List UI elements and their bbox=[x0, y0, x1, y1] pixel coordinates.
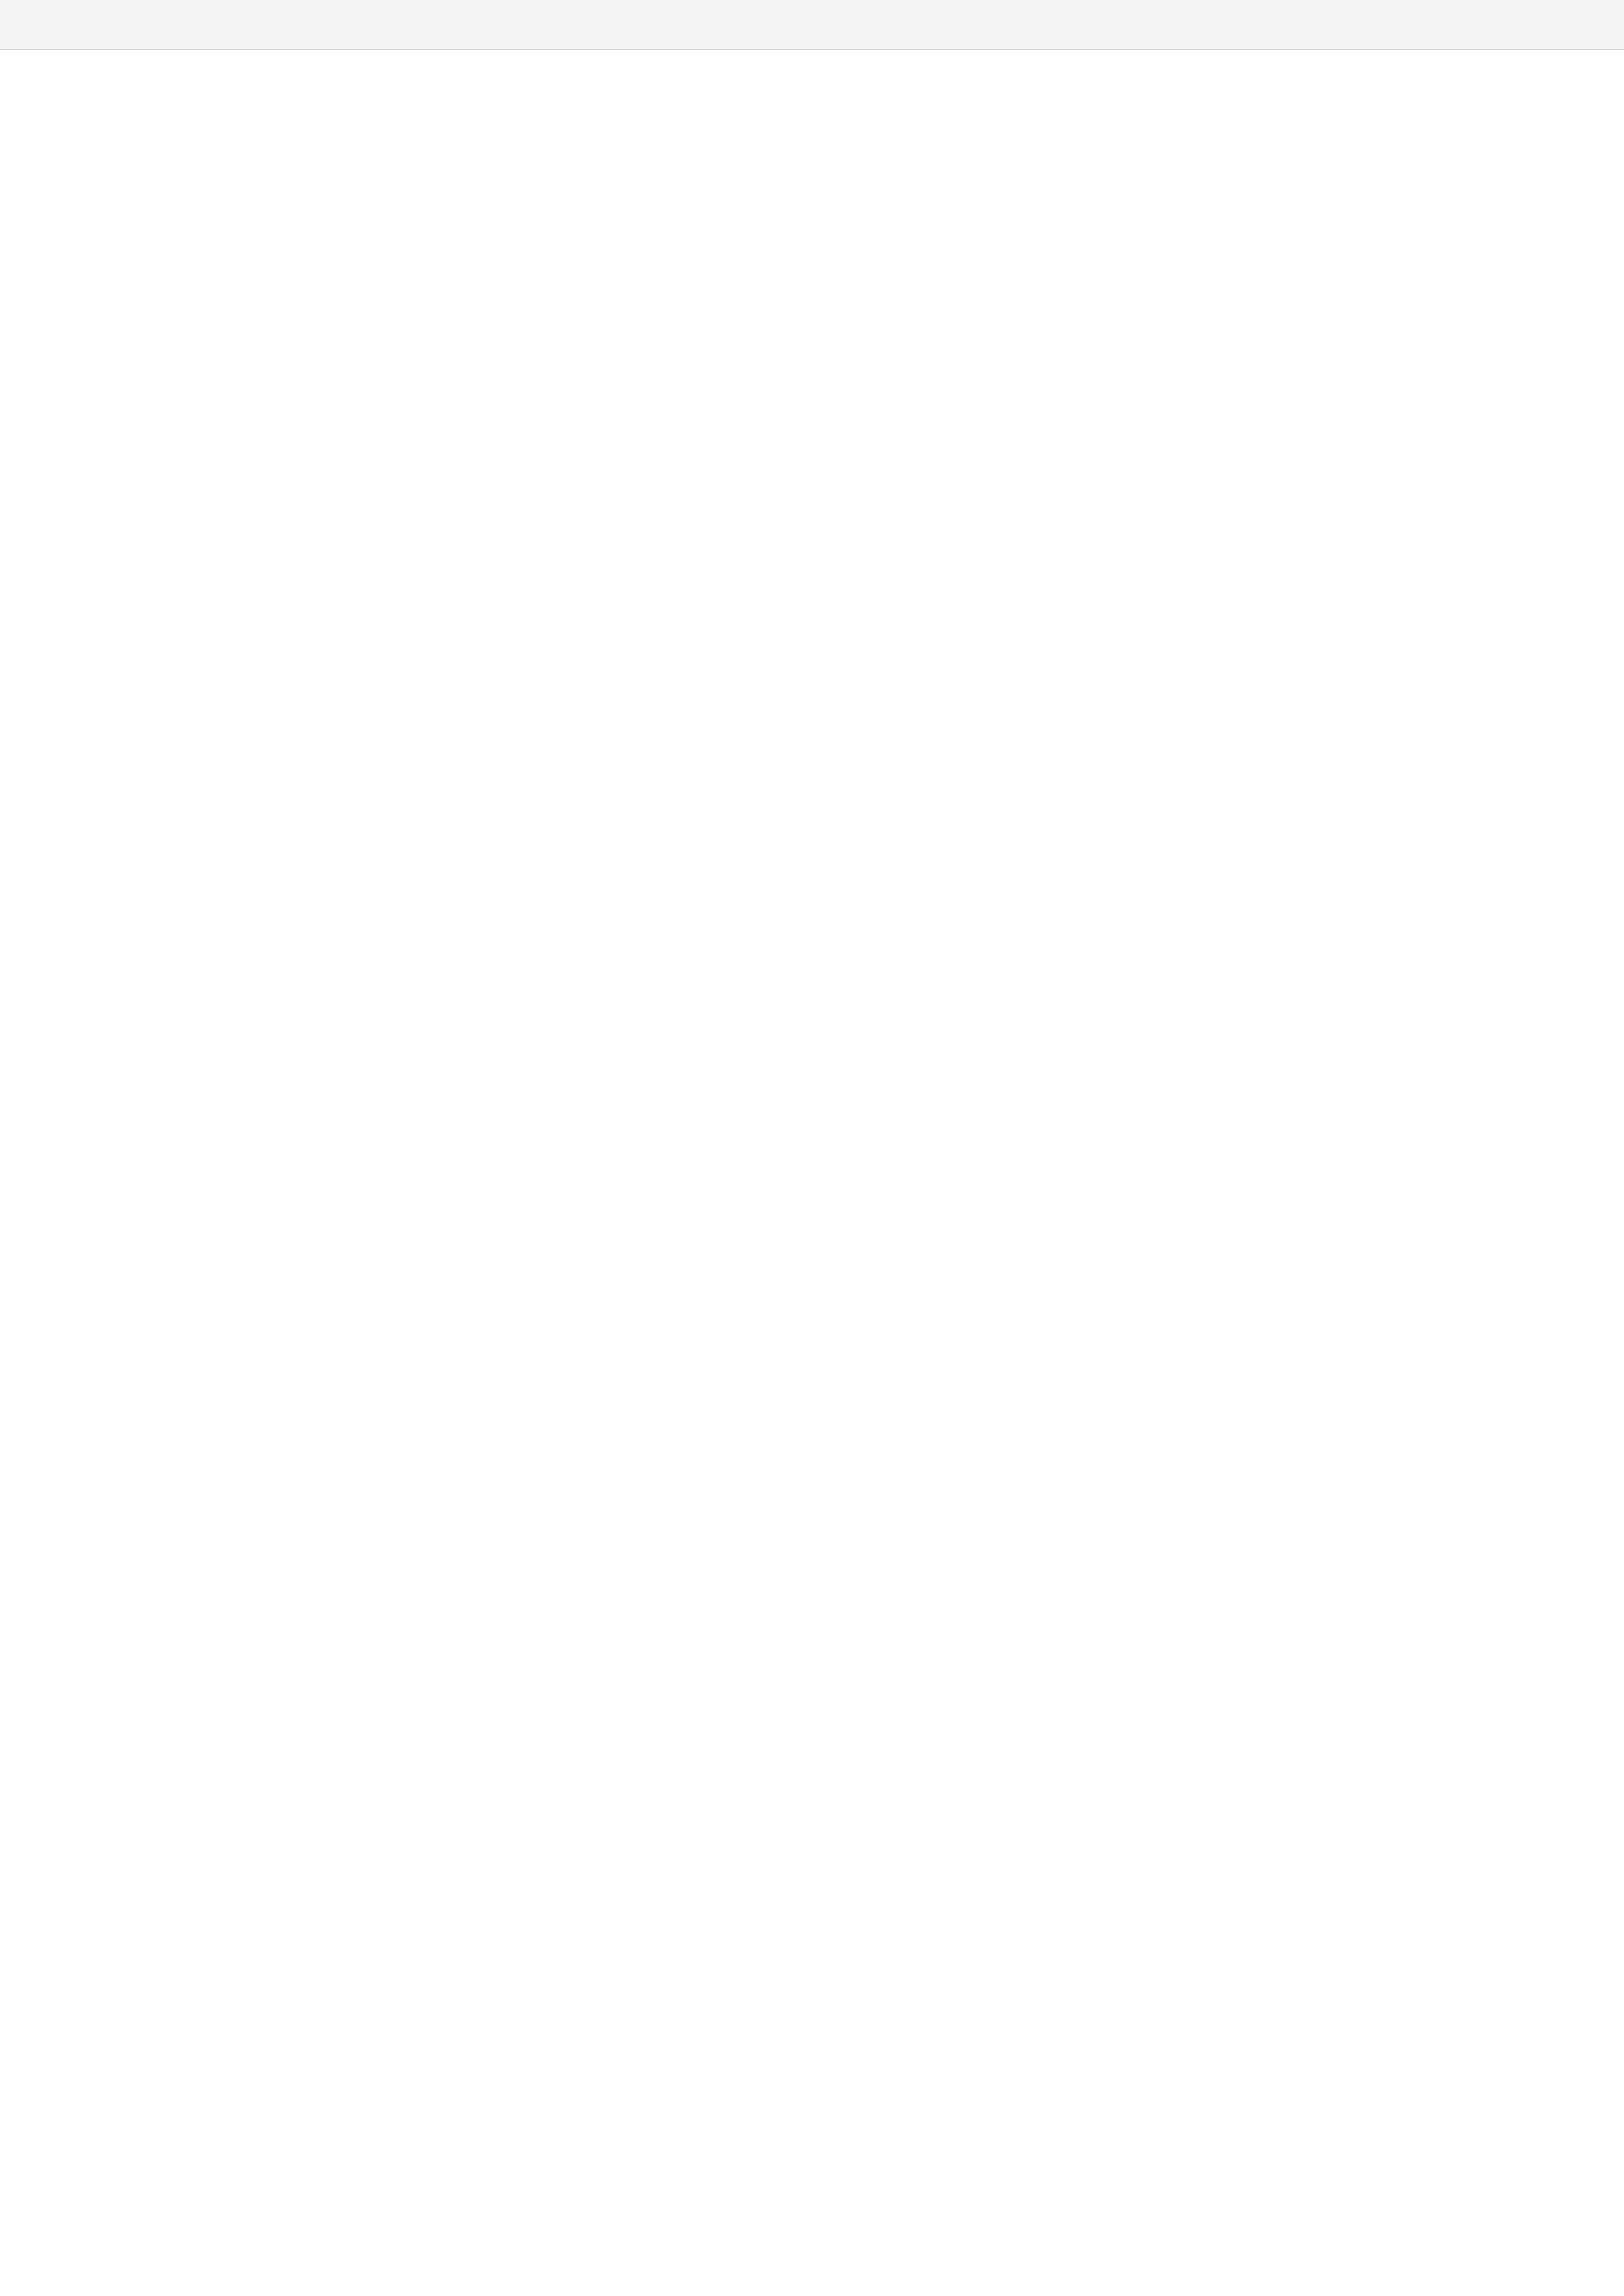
window-title-bar bbox=[0, 0, 1624, 50]
main-content bbox=[0, 50, 1624, 2296]
